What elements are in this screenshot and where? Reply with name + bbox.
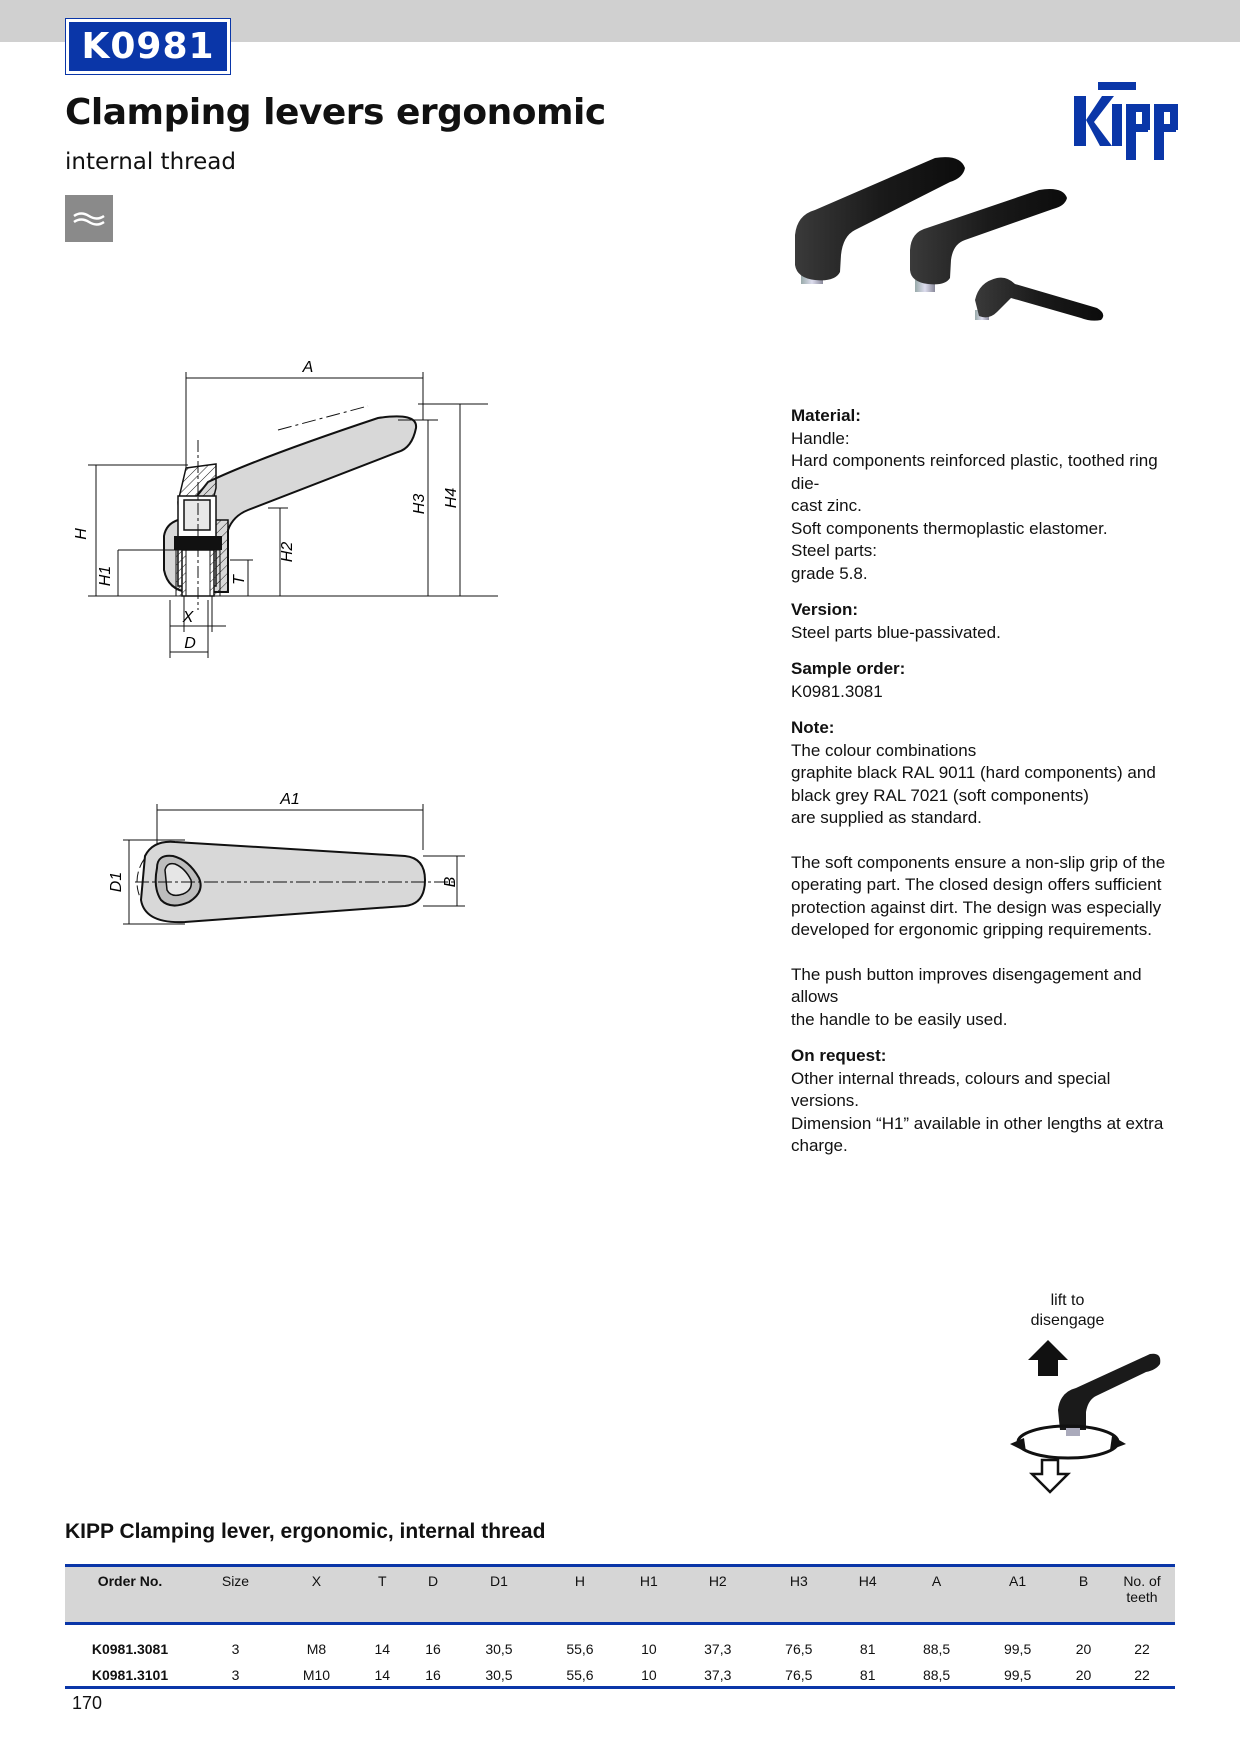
note-line: the handle to be easily used. bbox=[791, 1009, 1008, 1029]
col-b: B bbox=[1058, 1566, 1109, 1624]
cell-x: M10 bbox=[276, 1659, 357, 1688]
material-line: cast zinc. bbox=[791, 496, 862, 515]
col-order-no: Order No. bbox=[65, 1566, 195, 1624]
cell-h4: 81 bbox=[859, 1640, 876, 1657]
disengage-line2: disengage bbox=[1030, 1312, 1105, 1329]
dim-label-h2: H2 bbox=[279, 541, 296, 563]
cell-b: 20 bbox=[1058, 1659, 1109, 1688]
side-view-drawing bbox=[73, 359, 518, 740]
table-row bbox=[65, 1624, 1175, 1659]
note-line: graphite black RAL 9011 (hard components) and bbox=[791, 763, 1156, 782]
cell-t: 14 bbox=[374, 1640, 391, 1657]
col-a1: A1 bbox=[977, 1566, 1058, 1624]
cell-b: 20 bbox=[1075, 1640, 1092, 1657]
wave-lines-icon bbox=[65, 195, 113, 242]
version-text: Steel parts blue-passivated. bbox=[791, 622, 1001, 642]
sample-order-section bbox=[791, 658, 1176, 703]
dim-label-h: H bbox=[73, 528, 90, 540]
page-number: 170 bbox=[72, 1693, 103, 1713]
material-line: Soft components thermoplastic elastomer. bbox=[791, 518, 1108, 538]
cell-t: 14 bbox=[357, 1659, 408, 1688]
col-h: H bbox=[539, 1566, 620, 1624]
col-a: A bbox=[896, 1566, 977, 1624]
table-title: KIPP Clamping lever, ergonomic, internal thread bbox=[65, 1520, 546, 1543]
table-row bbox=[65, 1659, 1175, 1688]
cell-h1: 10 bbox=[641, 1640, 657, 1657]
cell-h2: 37,3 bbox=[704, 1640, 732, 1657]
page-title: Clamping levers ergonomic bbox=[65, 92, 606, 133]
material-line: Hard components reinforced plastic, toothed ring die- bbox=[791, 451, 1158, 493]
note-line: are supplied as standard. bbox=[791, 808, 982, 827]
arrow-down-icon bbox=[1032, 1460, 1068, 1492]
cell-order-no: K0981.3081 bbox=[91, 1640, 169, 1657]
col-x: X bbox=[276, 1566, 357, 1624]
material-line: Steel parts: bbox=[791, 541, 877, 560]
cell-d: 16 bbox=[408, 1659, 459, 1688]
cell-a1: 99,5 bbox=[977, 1659, 1058, 1688]
arrow-up-icon bbox=[1028, 1340, 1068, 1376]
on-request-line: charge. bbox=[791, 1136, 848, 1155]
sample-order-heading: Sample order: bbox=[791, 659, 906, 678]
col-no-of-teeth: No. of teeth bbox=[1109, 1566, 1175, 1624]
on-request-line: Other internal threads, colours and special versions. bbox=[791, 1068, 1111, 1110]
cell-a: 88,5 bbox=[896, 1659, 977, 1688]
col-t: T bbox=[357, 1566, 408, 1624]
note-section bbox=[791, 717, 1176, 1031]
table-header-row bbox=[65, 1566, 1175, 1624]
col-h2: H2 bbox=[677, 1566, 758, 1624]
col-h1: H1 bbox=[620, 1566, 677, 1624]
cell-size: 3 bbox=[195, 1659, 276, 1688]
cell-a: 88,5 bbox=[922, 1640, 951, 1657]
cell-a1: 99,5 bbox=[1003, 1640, 1032, 1657]
cell-h2: 37,3 bbox=[677, 1659, 758, 1688]
on-request-section bbox=[791, 1045, 1176, 1158]
on-request-heading: On request: bbox=[791, 1046, 887, 1065]
cell-h1: 10 bbox=[620, 1659, 677, 1688]
dim-label-h1: H1 bbox=[97, 565, 114, 587]
cell-teeth: 22 bbox=[1109, 1659, 1175, 1688]
dim-label-d1: D1 bbox=[108, 871, 125, 893]
on-request-line: Dimension “H1” available in other lengths at extra bbox=[791, 1113, 1164, 1133]
col-size: Size bbox=[195, 1566, 276, 1624]
cell-order-no: K0981.3101 bbox=[65, 1659, 195, 1688]
cell-h: 55,6 bbox=[539, 1659, 620, 1688]
cell-d1: 30,5 bbox=[485, 1640, 513, 1657]
dim-label-a: A bbox=[302, 359, 314, 376]
cell-h4: 81 bbox=[839, 1659, 896, 1688]
disengage-line1: lift to bbox=[1050, 1292, 1085, 1309]
note-line: The push button improves disengagement and allows bbox=[791, 964, 1142, 1006]
material-section bbox=[791, 405, 1176, 585]
note-line: black grey RAL 7021 (soft components) bbox=[791, 785, 1089, 805]
note-line: operating part. The closed design offers sufficient bbox=[791, 875, 1162, 894]
cell-d1: 30,5 bbox=[458, 1659, 539, 1688]
material-heading: Material: bbox=[791, 406, 861, 425]
dim-label-b: B bbox=[442, 876, 459, 888]
cell-d: 16 bbox=[425, 1640, 441, 1657]
dim-label-t: T bbox=[231, 575, 248, 585]
note-line: The soft components ensure a non-slip grip of the bbox=[791, 852, 1166, 872]
material-line: grade 5.8. bbox=[791, 563, 868, 583]
cell-x: M8 bbox=[306, 1640, 327, 1657]
note-line: developed for ergonomic gripping requirements. bbox=[791, 920, 1152, 939]
note-line: protection against dirt. The design was especially bbox=[791, 897, 1162, 917]
specifications bbox=[791, 405, 1176, 1172]
col-h4: H4 bbox=[839, 1566, 896, 1624]
dim-label-h3: H3 bbox=[411, 493, 428, 515]
disengage-illustration bbox=[1010, 1340, 1160, 1500]
sample-order-text: K0981.3081 bbox=[791, 681, 883, 701]
dim-label-d: D bbox=[184, 635, 196, 652]
dim-label-a1: A1 bbox=[280, 791, 300, 808]
col-d1: D1 bbox=[458, 1566, 539, 1624]
cell-h: 55,6 bbox=[566, 1640, 594, 1657]
note-heading: Note: bbox=[791, 718, 835, 737]
version-heading: Version: bbox=[791, 600, 859, 619]
product-code-badge: K0981 bbox=[66, 19, 230, 74]
cell-h3: 76,5 bbox=[758, 1659, 839, 1688]
cell-h3: 76,5 bbox=[785, 1640, 813, 1657]
col-h3: H3 bbox=[758, 1566, 839, 1624]
dim-label-x: X bbox=[182, 609, 194, 626]
dim-label-h4: H4 bbox=[443, 487, 460, 509]
col-d: D bbox=[408, 1566, 459, 1624]
page-subtitle: internal thread bbox=[65, 149, 236, 175]
product-photo bbox=[785, 160, 1135, 360]
cell-teeth: 22 bbox=[1134, 1640, 1150, 1657]
note-line: The colour combinations bbox=[791, 740, 977, 760]
product-table bbox=[65, 1564, 1175, 1689]
top-view-drawing bbox=[105, 790, 485, 940]
material-line: Handle: bbox=[791, 428, 850, 448]
cell-size: 3 bbox=[231, 1640, 240, 1657]
disengage-caption bbox=[1020, 1291, 1115, 1331]
kipp-logo bbox=[1072, 74, 1186, 160]
version-section bbox=[791, 599, 1176, 644]
